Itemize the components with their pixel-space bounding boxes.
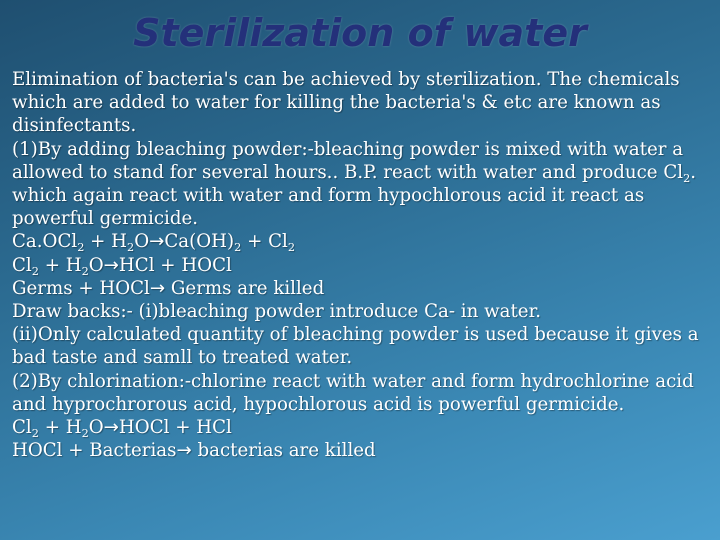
paragraph-bleaching-powder (12, 138, 702, 231)
subscript: 2 (81, 264, 89, 278)
paragraph-drawbacks: Draw backs:- (i)bleaching powder introduce Ca- in water. (12, 301, 542, 323)
equation-text: + H (38, 254, 82, 276)
equation-4 (12, 416, 702, 439)
paragraph-chlorination: (2)By chlorination:-chlorine react with water and form hydrochlorine acid and hyprochrorous acid, hypochlorous acid is powerful germicide. (12, 370, 694, 415)
equation-text: bacterias are killed (191, 440, 376, 462)
arrow-icon: → (149, 231, 165, 253)
equation-text: + Cl (241, 231, 288, 253)
equation-text: Germs + HOCl (12, 277, 150, 299)
subscript: 2 (127, 241, 135, 255)
equation-text: O (88, 254, 104, 276)
equation-text: Cl (12, 254, 32, 276)
subscript: 2 (77, 241, 85, 255)
equation-text: Ca.OCl (12, 231, 78, 253)
equation-text: HOCl + Bacterias (12, 440, 177, 462)
equation-text: O (134, 231, 150, 253)
equation-text: + H (84, 231, 128, 253)
equation-5 (12, 439, 702, 462)
equation-text: Germs are killed (165, 277, 325, 299)
equation-1 (12, 230, 702, 253)
equation-text: HOCl + HCl (118, 417, 232, 439)
equation-2 (12, 254, 702, 277)
equation-text: Ca(OH) (164, 231, 235, 253)
equation-text: Cl (12, 417, 32, 439)
equation-text: + H (38, 417, 82, 439)
subscript: 2 (683, 171, 691, 185)
equation-3 (12, 277, 702, 300)
equation-text: HCl + HOCl (118, 254, 232, 276)
paragraph-drawbacks-ii: (ii)Only calculated quantity of bleaching powder is used because it gives a bad taste and samll to treated water. (12, 324, 699, 369)
arrow-icon: → (103, 417, 119, 439)
subscript: 2 (31, 426, 39, 440)
arrow-icon: → (149, 277, 166, 299)
paragraph-intro: Elimination of bacteria's can be achieved by sterilization. The chemicals which are added to water for killing the bacteria's & etc are known as disinfectants. (12, 69, 680, 137)
paragraph-text: . which again react with water and form hypochlorous acid it react as powerful germicide. (12, 161, 697, 230)
arrow-icon: → (176, 440, 192, 462)
slide-title: Sterilization of water (133, 11, 587, 55)
paragraph-text: (1)By adding bleaching powder:-bleaching powder is mixed with water a allowed to stand for several hours.. B.P. react with water and produce Cl (12, 138, 684, 183)
subscript: 2 (287, 241, 295, 255)
equation-text: O (88, 417, 104, 439)
arrow-icon: → (103, 254, 119, 276)
subscript: 2 (234, 241, 242, 255)
slide-body (12, 68, 702, 462)
subscript: 2 (81, 426, 89, 440)
subscript: 2 (31, 264, 39, 278)
